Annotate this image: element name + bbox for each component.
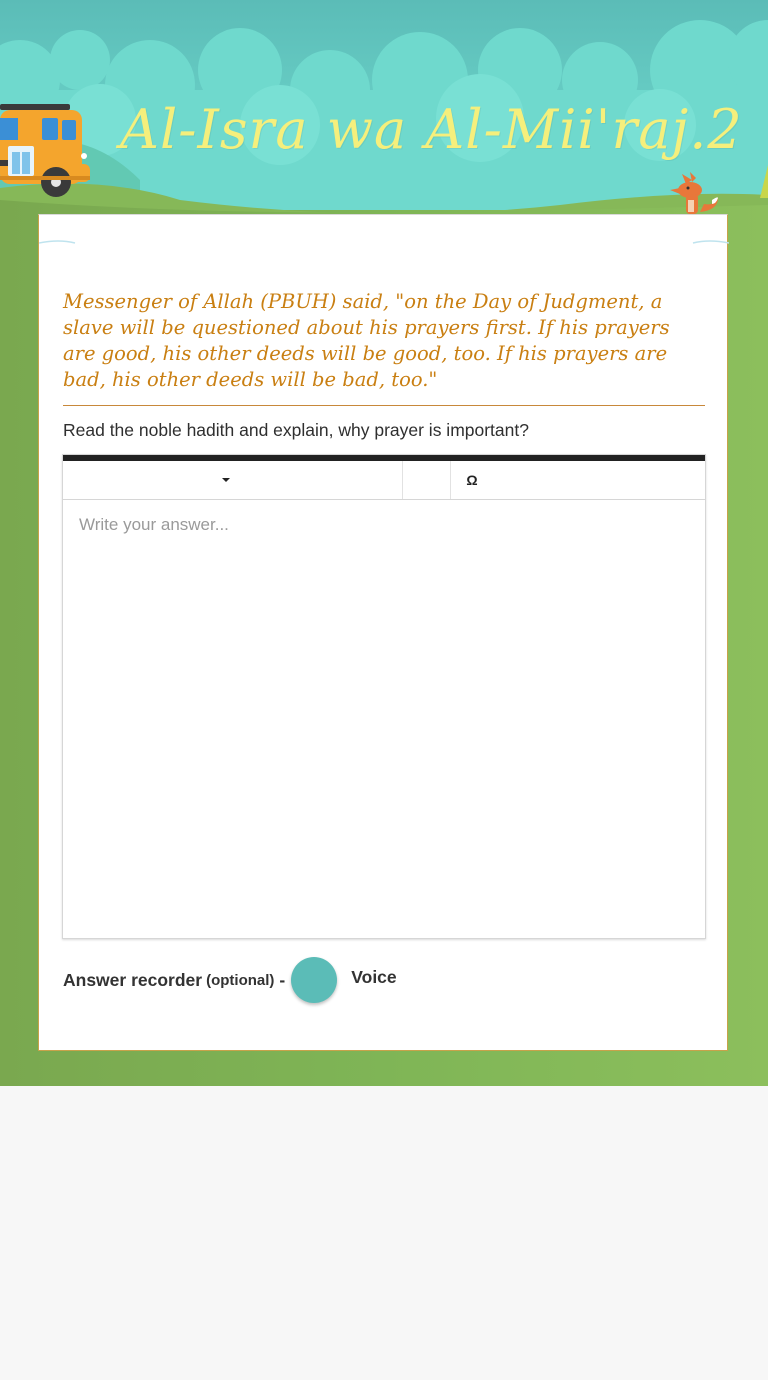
toolbar-button[interactable]: [403, 461, 451, 499]
voice-label: Voice: [351, 966, 397, 987]
recorder-optional-label: (optional): [206, 971, 275, 989]
page-title: Al-Isra wa Al-Mii'raj.2: [120, 98, 743, 161]
worksheet-card: [38, 214, 728, 1051]
format-dropdown[interactable]: [63, 461, 403, 499]
recorder-label: Answer recorder: [63, 969, 203, 990]
special-character-button[interactable]: [451, 461, 493, 499]
bus-icon: [0, 100, 92, 198]
omega-icon: Ω: [466, 472, 478, 488]
hadith-text: Messenger of Allah (PBUH) said, "on the Day of Judgment, a slave will be questioned about his prayers first. If his prayers are good, his other deeds will be good, too. If his prayers are bad, his other deeds will be bad, too.": [63, 289, 705, 406]
card-top-divider: [39, 239, 729, 247]
question-text: Read the noble hadith and explain, why prayer is important?: [63, 420, 529, 440]
answer-recorder: [63, 957, 397, 1003]
recorder-dash: -: [279, 969, 286, 990]
record-voice-button[interactable]: [291, 957, 337, 1003]
answer-input[interactable]: [63, 499, 705, 938]
fox-icon: [668, 170, 724, 216]
caret-down-icon: [222, 478, 230, 482]
answer-editor: [62, 454, 706, 939]
editor-toolbar: [63, 461, 705, 500]
